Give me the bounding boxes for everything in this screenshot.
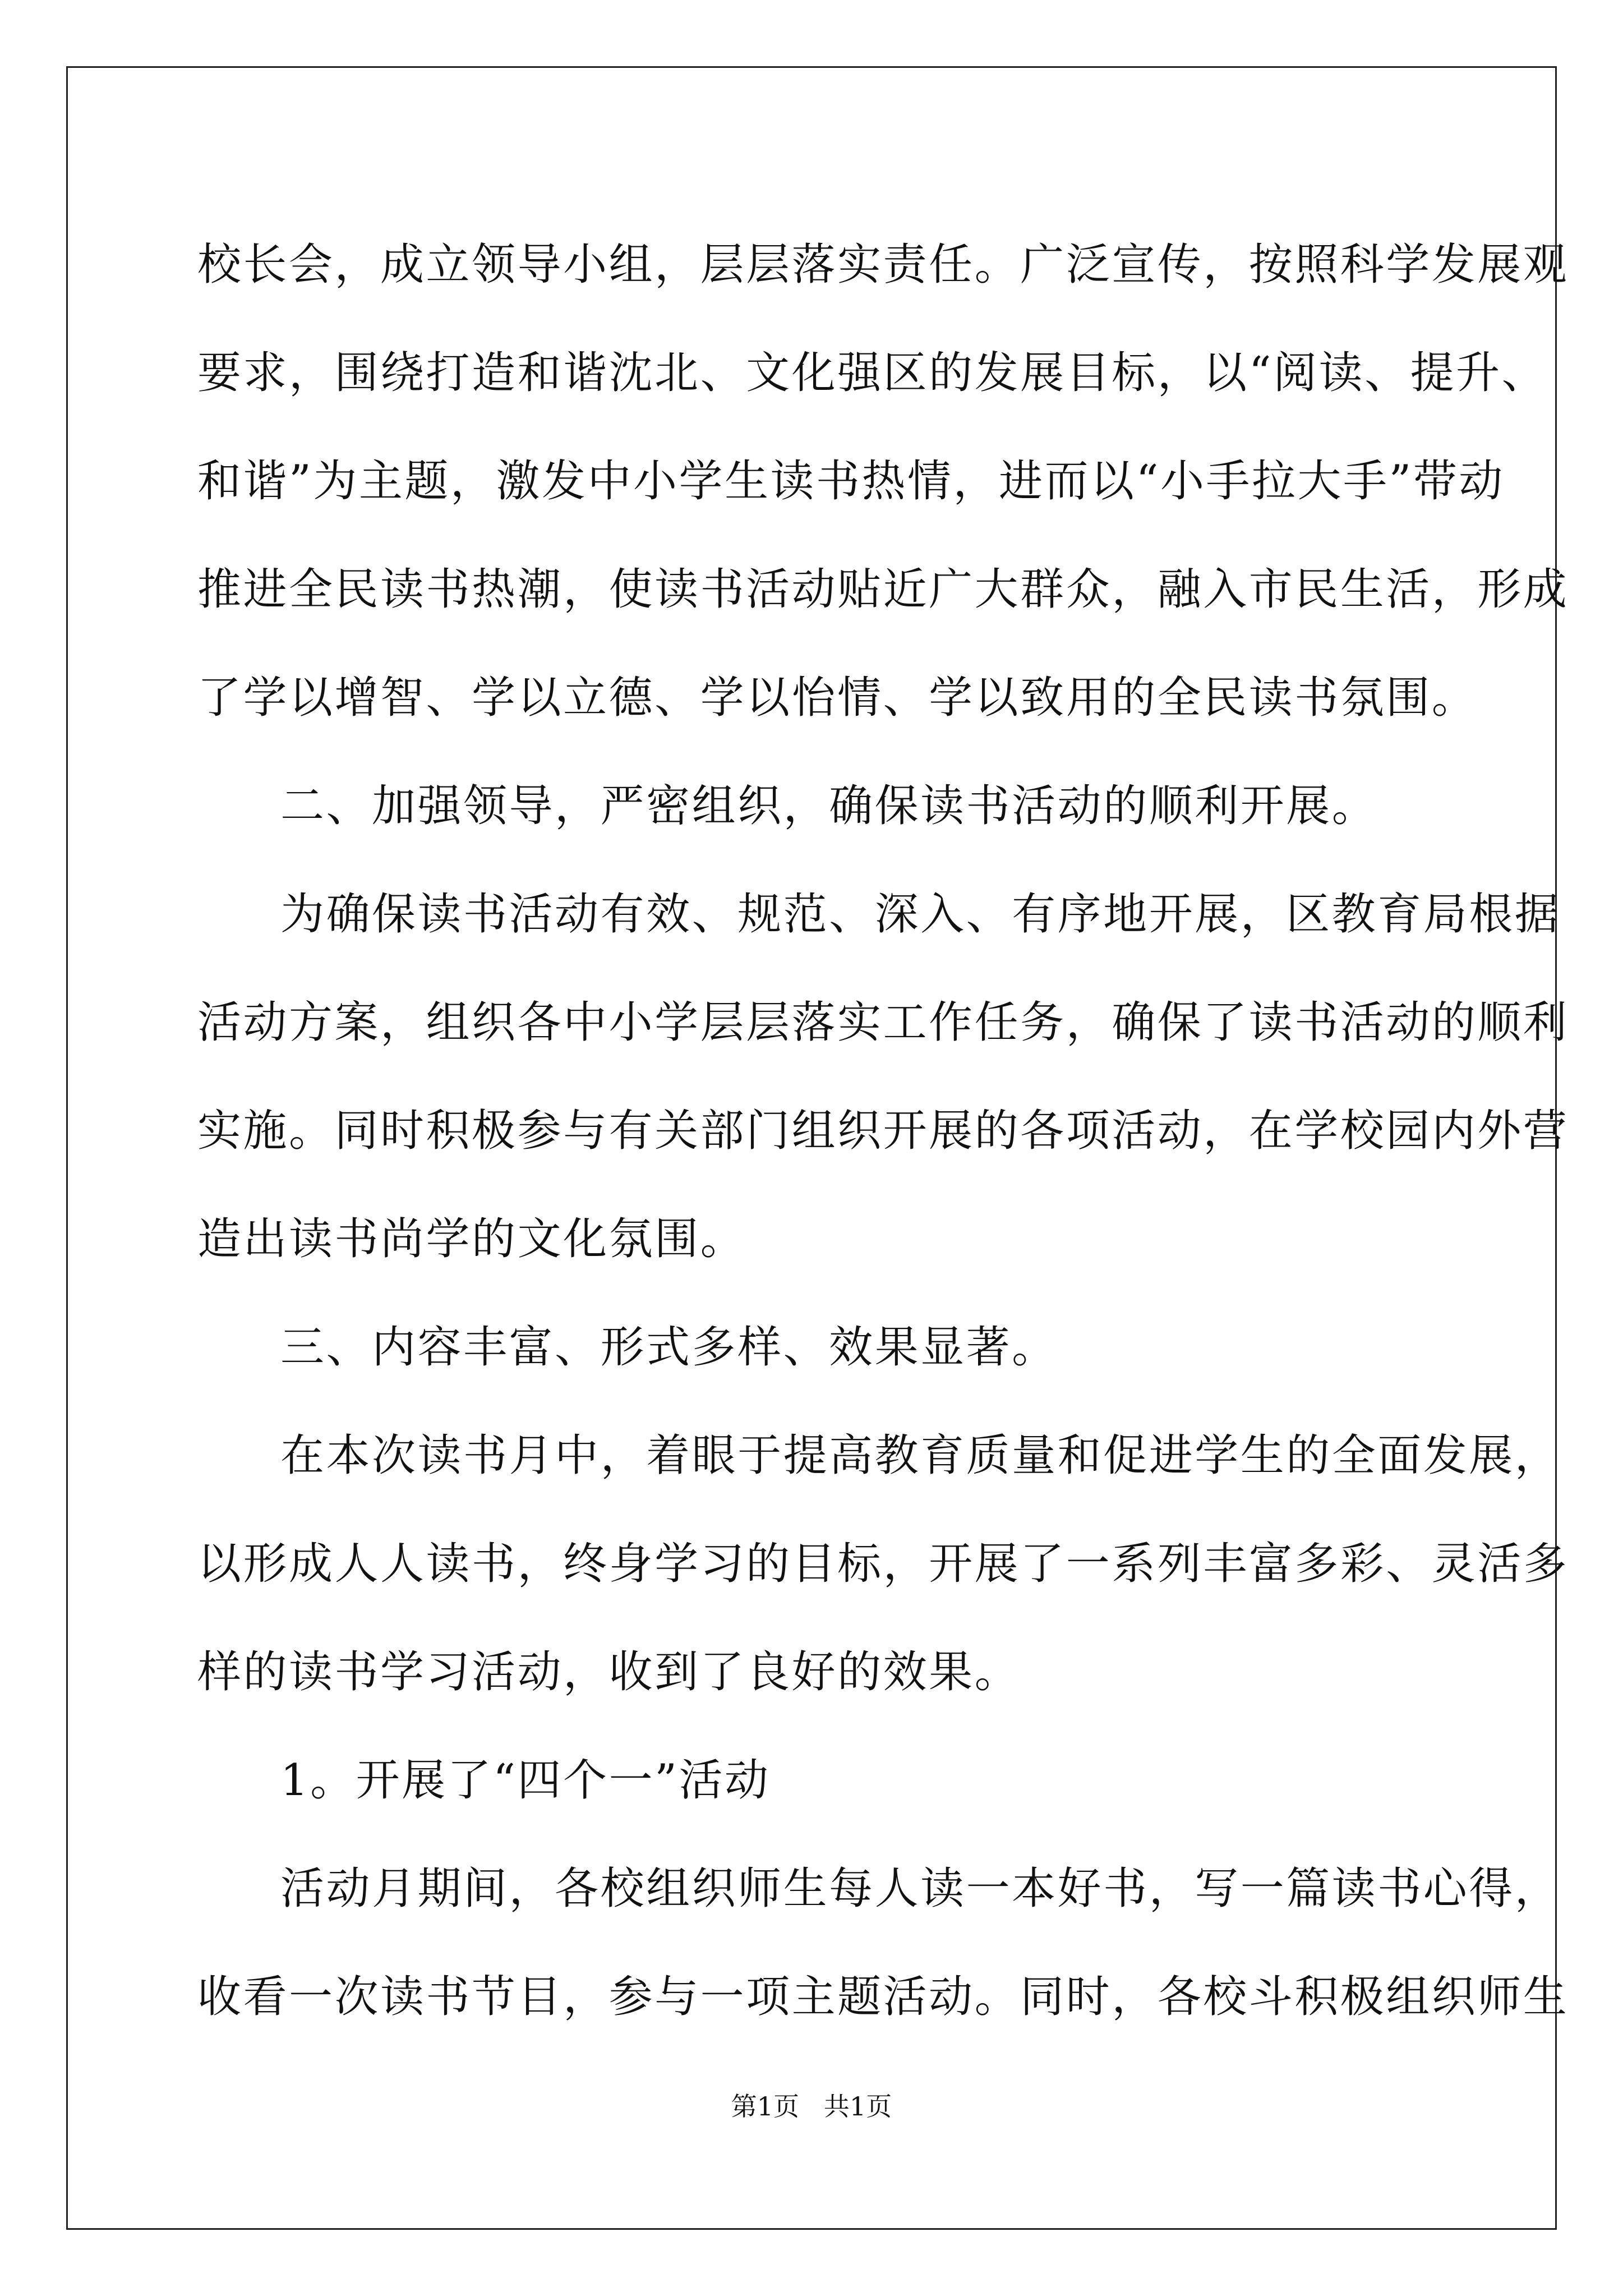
text-line: 为确保读书活动有效、规范、深入、有序地开展，区教育局根据 — [280, 889, 1561, 940]
text-line: 在本次读书月中，着眼于提高教育质量和促进学生的全面发展， — [280, 1430, 1561, 1481]
text-line: 样的读书学习活动，收到了良好的效果。 — [197, 1647, 1021, 1697]
text-line: 二、加强领导，严密组织，确保读书活动的顺利开展。 — [280, 781, 1378, 831]
text-line: 造出读书尚学的文化氛围。 — [197, 1214, 746, 1264]
text-line: 要求，围绕打造和谐沈北、文化强区的发展目标，以“阅读、提升、 — [197, 348, 1548, 398]
text-line: 和谐”为主题，激发中小学生读书热情，进而以“小手拉大手”带动 — [197, 456, 1505, 507]
page-number-footer: 第1页 共1页 — [731, 2091, 892, 2122]
document-body — [197, 211, 1569, 2051]
text-line: 1。开展了“四个一”活动 — [280, 1755, 771, 1806]
text-line: 了学以增智、学以立德、学以怡情、学以致用的全民读书氛围。 — [197, 673, 1478, 723]
text-line: 收看一次读书节目，参与一项主题活动。同时，各校斗积极组织师生 — [197, 1972, 1569, 2022]
text-line: 活动月期间，各校组织师生每人读一本好书，写一篇读书心得， — [280, 1864, 1561, 1914]
text-line: 推进全民读书热潮，使读书活动贴近广大群众，融入市民生活，形成 — [197, 564, 1569, 615]
text-line: 活动方案，组织各中小学层层落实工作任务，确保了读书活动的顺利 — [197, 997, 1569, 1048]
text-line: 三、内容丰富、形式多样、效果显著。 — [280, 1322, 1058, 1373]
text-line: 以形成人人读书，终身学习的目标，开展了一系列丰富多彩、灵活多 — [197, 1539, 1569, 1589]
text-line: 实施。同时积极参与有关部门组织开展的各项活动，在学校园内外营 — [197, 1106, 1569, 1156]
text-line: 校长会，成立领导小组，层层落实责任。广泛宣传，按照科学发展观 — [197, 240, 1569, 290]
